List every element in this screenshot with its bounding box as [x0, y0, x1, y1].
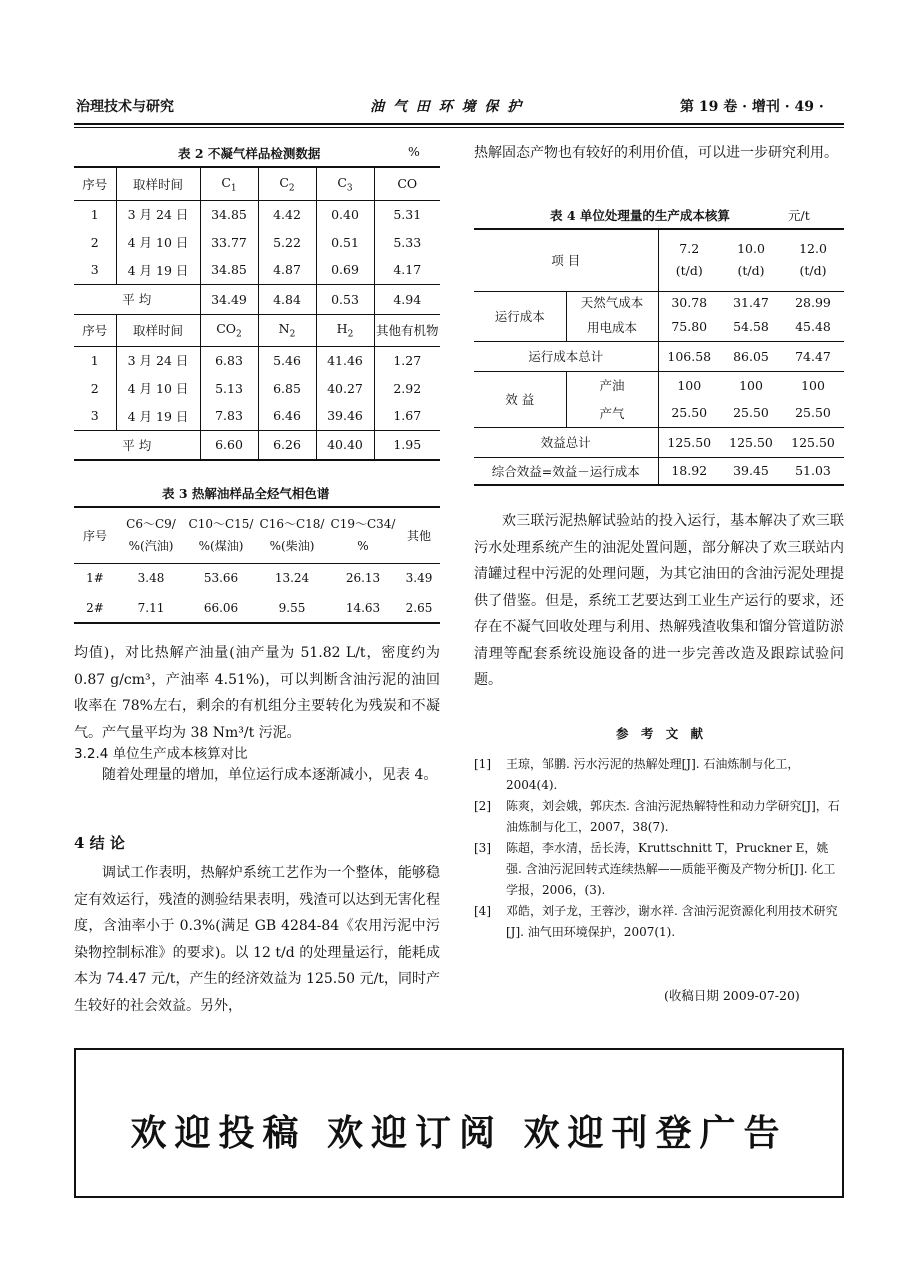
table-row: 产气 25.50 25.50 25.50 — [474, 399, 844, 427]
table4-caption: 表 4 单位处理量的生产成本核算 — [550, 208, 730, 223]
table-row: 综合效益=效益－运行成本 18.92 39.45 51.03 — [474, 457, 844, 485]
table-row: 运行成本 天然气成本 30.78 31.47 28.99 — [474, 291, 844, 313]
table-row: 3 4 月 19 日 34.85 4.87 0.69 4.17 — [74, 256, 440, 284]
table-row: 效 益 产油 100 100 100 — [474, 371, 844, 399]
table-row: 1 3 月 24 日 34.85 4.42 0.40 5.31 — [74, 200, 440, 228]
table-row: 运行成本总计 106.58 86.05 74.47 — [474, 341, 844, 371]
table3-col-other: 其他 — [406, 528, 431, 543]
right-paragraph-1: 欢三联污泥热解试验站的投入运行，基本解决了欢三联污水处理系统产生的油泥处置问题，部分解决了欢三联站内清罐过程中污泥的处理问题，为其它油田的含油污泥处理提供了借鉴。但是，系统工艺要达到工业生产运行的要求，还存在不凝气回收处理与利用、热解残渣收集和馏分管道防淤清理等配套系统设施设备的进一步完善改造及跟踪试验问题。 — [474, 513, 844, 688]
references-title: 参 考 文 献 — [616, 726, 708, 741]
banner-text: 欢迎投稿 欢迎订阅 欢迎刊登广告 — [130, 1113, 788, 1154]
advertisement-banner — [74, 1048, 844, 1198]
table3-header — [74, 507, 440, 563]
left-paragraph-3: 调试工作表明，热解炉系统工艺作为一个整体，能够稳定有效运行，残渣的测验结果表明，残渣可以达到无害化程度，含油率小于 0.3%(满足 GB 4284-84《农用污泥中污染物控制标准》的要求)。以 12 t/d 的处理量运行，能耗成本为 74.47 元/t，产生的经济效益为 125.50 元/t，同时产生较好的社会效益。另外， — [74, 865, 440, 1014]
table2-col-c1: $C_1$ — [200, 167, 258, 200]
table2-unit: % — [408, 144, 420, 159]
left-paragraph-2: 随着处理量的增加，单位运行成本逐渐减小，见表 4。 — [102, 767, 438, 783]
table-row: 1 3 月 24 日 6.83 5.46 41.46 1.27 — [74, 346, 440, 374]
table4-col-12-0: 12.0 (t/d) — [799, 241, 827, 279]
table2-col-c2: $C_2$ — [258, 167, 316, 200]
reference-item: [1] 王琼，邹鹏. 污水污泥的热解处理[J]. 石油炼制与化工，2004(4). — [474, 757, 800, 792]
received-date: (收稿日期 2009-07-20) — [664, 988, 800, 1003]
table4-unit: 元/t — [788, 208, 810, 223]
table2-col-index: 序号 — [74, 167, 116, 200]
table4-col-10-0: 10.0 (t/d) — [737, 241, 765, 279]
table4-header — [474, 229, 844, 291]
table2-header-2: 序号 取样时间 $CO_2$ $N_2$ $H_2$ 其他有机物 — [74, 314, 440, 346]
reference-item: [3] 陈超，李水清，岳长涛，Kruttschnitt T，Pruckner E，姚强. 含油污泥回转式连续热解——质能平衡及产物分析[J]. 化工学报，2006，(3). — [474, 841, 836, 897]
table3-col-kerosene: C10～C15/ %(煤油) — [188, 517, 254, 554]
right-paragraph-0: 热解固态产物也有较好的利用价值，可以进一步研究利用。 — [474, 145, 838, 161]
table4-col-7-2: 7.2 (t/d) — [675, 241, 703, 279]
table-row: 2 4 月 10 日 5.13 6.85 40.27 2.92 — [74, 374, 440, 402]
table-row: 2 4 月 10 日 33.77 5.22 0.51 5.33 — [74, 228, 440, 256]
table-row: 用电成本 75.80 54.58 45.48 — [474, 313, 844, 341]
table2-col-c3: $C_3$ — [316, 167, 374, 200]
table2 — [74, 166, 440, 461]
table-row: 3 4 月 19 日 7.83 6.46 39.46 1.67 — [74, 402, 440, 430]
table2-caption: 表 2 不凝气样品检测数据 — [178, 146, 321, 161]
table3-col-index: 序号 — [82, 528, 107, 543]
table3 — [74, 506, 440, 624]
journal-title: 油 气 田 环 境 保 护 — [370, 99, 524, 115]
reference-item: [2] 陈爽，刘会娥，郭庆杰. 含油污泥热解特性和动力学研究[J]，石油炼制与化工，2007，38(7). — [474, 799, 840, 834]
table2-col-date: 取样时间 — [116, 167, 200, 200]
page-number: 第 19 卷 · 增刊 · 49 · — [680, 99, 824, 115]
table3-col-diesel: C16～C18/ %(柴油) — [259, 517, 325, 554]
table2-average-row-2: 平 均 6.60 6.26 40.40 1.95 — [74, 430, 440, 460]
table-row: 1# 3.48 53.66 13.24 26.13 3.49 — [86, 571, 433, 586]
reference-list — [474, 754, 844, 943]
table2-average-row-1: 平 均 34.49 4.84 0.53 4.94 — [74, 284, 440, 314]
table3-col-c19-c34: C19～C34/ % — [330, 517, 396, 554]
table2-col-co: CO — [397, 176, 418, 192]
table4 — [474, 228, 844, 486]
running-header-left: 治理技术与研究 — [76, 99, 174, 115]
reference-item: [4] 邓皓，刘子龙，王蓉沙，谢水祥. 含油污泥资源化利用技术研究[J]. 油气田环境保护，2007(1). — [474, 904, 838, 939]
table2-header-1 — [74, 167, 440, 200]
table3-caption: 表 3 热解油样品全烃气相色谱 — [162, 486, 330, 501]
table4-col-item: 项 目 — [474, 229, 658, 291]
header-rule-thin — [74, 127, 844, 128]
section-heading-conclusion: 4 结 论 — [74, 834, 125, 852]
left-paragraph-1: 均值)，对比热解产油量(油产量为 51.82 L/t，密度约为 0.87 g/cm³，产油率 4.51%)，可以判断含油污泥的油回收率在 78%左右，剩余的有机组分主要转化为残炭和不凝气。产气量平均为 38 Nm³/t 污泥。 — [74, 645, 440, 741]
subsection-heading: 3.2.4 单位生产成本核算对比 — [74, 746, 248, 762]
header-rule — [74, 123, 844, 125]
table-row: 效益总计 125.50 125.50 125.50 — [474, 427, 844, 457]
table3-col-gasoline: C6～C9/ %(汽油) — [126, 517, 176, 554]
table-row: 2# 7.11 66.06 9.55 14.63 2.65 — [74, 593, 440, 623]
